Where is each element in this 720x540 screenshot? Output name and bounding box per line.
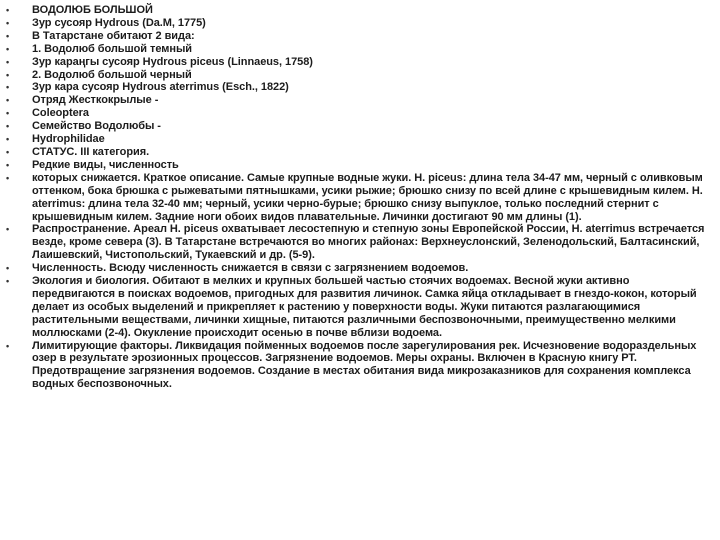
list-item — [4, 159, 714, 172]
list-item — [4, 4, 714, 17]
list-item-text: 1. Водолюб большой темный — [32, 42, 193, 55]
bullet-icon: • — [6, 276, 10, 287]
bullet-icon: • — [6, 121, 10, 132]
list-item — [4, 146, 714, 159]
list-item — [4, 43, 714, 56]
bullet-icon: • — [6, 108, 10, 119]
list-item-text: В Татарстане обитают 2 вида: — [32, 29, 195, 42]
bullet-icon: • — [6, 340, 10, 351]
list-item — [4, 120, 714, 133]
list-item-text: Зур кара сусояр Hydrous aterrimus (Esch., 1822) — [32, 81, 289, 94]
bullet-icon: • — [6, 146, 10, 157]
list-item-text: Зур сусояр Hydrous (Da.M, 1775) — [32, 16, 206, 29]
list-item-text: Лимитирующие факторы. Ликвидация пойменных водоемов после зарегулирования рек. Исчезновение водораздельных озер в результате эрозионных процессов. Загрязнение водоемов. Меры охраны. Включен в Красную книгу РТ. Предотвращение загрязнения водоемов. Создание в местах обитания вида микрозаказников для сохранения комплекса водных беспозвоночных. — [32, 339, 697, 391]
list-item — [4, 81, 714, 94]
list-item-text: 2. Водолюб большой черный — [32, 68, 192, 81]
list-item — [4, 107, 714, 120]
bullet-icon: • — [6, 224, 10, 235]
list-item-text: СТАТУС. III категория. — [32, 145, 150, 158]
list-item-text: Зур караңгы сусояр Hydrous piceus (Linnaeus, 1758) — [32, 55, 313, 68]
bullet-icon: • — [6, 134, 10, 145]
list-item — [4, 133, 714, 146]
list-item-text: Отряд Жесткокрылые - — [32, 94, 159, 107]
bullet-icon: • — [6, 172, 10, 183]
bullet-list — [4, 4, 714, 391]
bullet-icon: • — [6, 17, 10, 28]
list-item — [4, 94, 714, 107]
list-item-text: Hydrophilidae — [32, 133, 105, 146]
bullet-icon: • — [6, 69, 10, 80]
bullet-icon: • — [6, 43, 10, 54]
list-item-text: Распространение. Ареал H. piceus охватывает лесостепную и степную зоны Европейской России, H. aterrimus встречается везде, кроме севера (3). В Татарстане встречаются во многих районах: Верхнеуслонский, Зеленодольский, Балтасинский, Лаишевский, Чистопольский, Тукаевский и др. (5-9). — [32, 223, 705, 262]
bullet-icon: • — [6, 56, 10, 67]
list-item — [4, 262, 714, 275]
bullet-icon: • — [6, 263, 10, 274]
bullet-icon: • — [6, 159, 10, 170]
list-item — [4, 69, 714, 82]
list-item-text: Экология и биология. Обитают в мелких и крупных большей частью стоячих водоемах. Весной жуки активно передвигаются в поисках водоемов, пригодных для развития личинок. Самка яйца откладывает в гнездо-кокон, который делает из особых выделений и прикрепляет к растению у поверхности воды. Жуки питаются разлагающимися растительными веществами, личинки хищные, питаются различными беспозвоночными, преимущественно мелкими моллюсками (2-4). Окукление происходит осенью в почве вблизи водоема. — [32, 275, 697, 339]
list-item — [4, 340, 714, 392]
list-item-text: которых снижается. Краткое описание. Самые крупные водные жуки. H. piceus: длина тела 34-47 мм, черный с оливковым оттенком, бока брюшка с рыжеватыми пятнышками, усики рыжие; брюшко снизу по всей длине с крышевидным килем. H. aterrimus: длина тела 32-40 мм; черный, усики черно-бурые; брюшко снизу выпуклое, только последний стернит с крышевидным килем. Задние ноги обоих видов плавательные. Личинки достигают 90 мм длины (1). — [32, 171, 703, 223]
list-item-text: Численность. Всюду численность снижается в связи с загрязнением водоемов. — [32, 262, 469, 275]
bullet-icon: • — [6, 30, 10, 41]
list-item-text: ВОДОЛЮБ БОЛЬШОЙ — [32, 4, 153, 16]
list-item — [4, 172, 714, 224]
list-item-text: Редкие виды, численность — [32, 158, 179, 171]
list-item — [4, 56, 714, 69]
list-item — [4, 223, 714, 262]
list-item — [4, 30, 714, 43]
bullet-icon: • — [6, 82, 10, 93]
list-item — [4, 17, 714, 30]
list-item-text: Семейство Водолюбы - — [32, 120, 161, 133]
bullet-icon: • — [6, 5, 10, 15]
list-item — [4, 275, 714, 340]
bullet-icon: • — [6, 95, 10, 106]
list-item-text: Coleoptera — [32, 107, 89, 120]
